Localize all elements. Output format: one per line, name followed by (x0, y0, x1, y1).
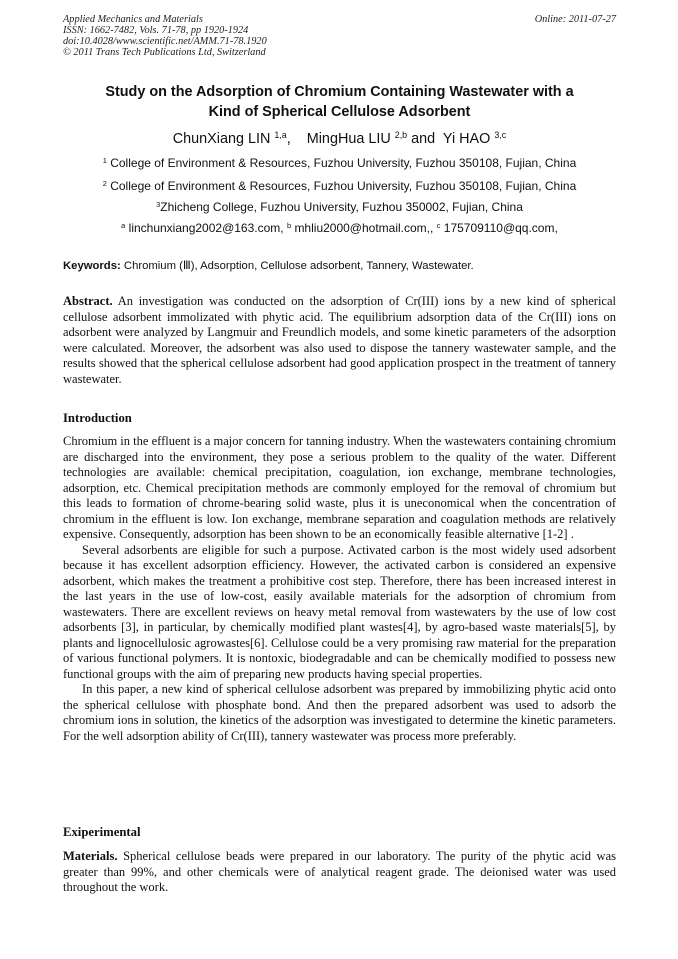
introduction-heading: Introduction (63, 411, 132, 425)
journal-name: Applied Mechanics and Materials (63, 14, 203, 25)
affiliation-1 (63, 156, 616, 171)
intro-paragraph-3: In this paper, a new kind of spherical cellulose adsorbent was prepared by immobilizing phytic acid onto the spherical cellulose with phosphate bond. And then the prepared adsorbent was used to adsorb the chromium ions in solution, the kinetics of the adsorption was investigated to determine the kinetic parameters. For the well adsorption ability of Cr(III), tannery wastewater was process more preferably. (63, 682, 616, 743)
title-line-1: Study on the Adsorption of Chromium Containing Wastewater with a (105, 84, 574, 100)
introduction-body (63, 434, 616, 744)
abstract (63, 294, 616, 387)
materials-label: Materials. (63, 849, 118, 863)
author-affiliation-marker: 3,c (494, 130, 507, 141)
email-marker: c (436, 220, 441, 230)
author-affiliation-marker: 2,b (394, 130, 408, 141)
affiliation-text: College of Environment & Resources, Fuzhou University, Fuzhou 350108, Fujian, China (110, 179, 577, 193)
author-separator: , (286, 131, 291, 147)
email-line (63, 221, 616, 236)
affiliation-text: Zhicheng College, Fuzhou University, Fuzhou 350002, Fujian, China (160, 200, 523, 214)
issn-line: ISSN: 1662-7482, Vols. 71-78, pp 1920-1924 (63, 25, 249, 36)
doi-line: doi:10.4028/www.scientific.net/AMM.71-78.1920 (63, 36, 267, 47)
paper-title (63, 82, 616, 122)
abstract-text: An investigation was conducted on the adsorption of Cr(III) ions by a new kind of spherical cellulose adsorbent immolizated with phytic acid. The equilibrium adsorption data of the Cr(III) ions on adsorbent were analyzed by Langmuir and Freundlich models, and some kinetic parameters of the adsorption were calculated. Moreover, the adsorbent was also used to dispose the tannery wastewater sample, and the results showed that the spherical cellulose adsorbent had good application prospect in the treatment of tannery wastewater. (63, 294, 617, 386)
affiliation-marker: 1 (102, 155, 107, 165)
affiliation-marker: 2 (102, 178, 107, 188)
materials-text: Spherical cellulose beads were prepared in our laboratory. The purity of the phytic acid was greater than 99%, and other chemicals were of analytical reagent grade. The deionised water was used throughout the work. (63, 849, 616, 894)
author-affiliation-marker: 1,a (274, 130, 287, 141)
copyright-line: © 2011 Trans Tech Publications Ltd, Switzerland (63, 47, 266, 58)
email-marker: a (121, 220, 126, 230)
author-conjunction: and (411, 131, 436, 147)
email-address[interactable]: linchunxiang2002@163.com, (128, 221, 284, 235)
keywords-text: Chromium (Ⅲ), Adsorption, Cellulose adsorbent, Tannery, Wastewater. (123, 260, 474, 272)
keywords (63, 259, 616, 273)
keywords-label: Keywords: (63, 260, 121, 272)
intro-paragraph-1: Chromium in the effluent is a major concern for tanning industry. When the wastewaters containing chromium are discharged into the environment, they pose a serious problem to the quality of the water. Different technologies are available: chemical precipitation, coagulation, ion exchange, membrane technologies, adsorption, etc. Chemical precipitation methods are commonly employed for the removal of chromium but this leads to formation of chrome-bearing solid waste, plus it is uneconomical when the concentration of chromium in the effluent is low. Ion exchange, membrane separation and coagulation methods are relatively expensive. Consequently, adsorption has been shown to be an economically feasible alternative [1-2] . (63, 434, 616, 541)
experimental-heading: Exiperimental (63, 825, 141, 839)
author-name: Yi HAO (442, 131, 491, 147)
author-name: MingHua LIU (306, 131, 391, 147)
author-list (63, 130, 616, 148)
affiliation-2 (63, 179, 616, 194)
author-name: ChunXiang LIN (172, 131, 271, 147)
online-date: Online: 2011-07-27 (534, 14, 616, 25)
affiliation-3 (63, 200, 616, 215)
title-line-2: Kind of Spherical Cellulose Adsorbent (208, 104, 471, 120)
email-marker: b (286, 220, 292, 230)
affiliation-marker: 3 (156, 199, 161, 209)
intro-paragraph-2: Several adsorbents are eligible for such a purpose. Activated carbon is the most widely used adsorbent because it has excellent adsorption efficiency. However, the activated carbon is considered an expensive adsorbent, which makes the treatment a prohibitive cost step. Therefore, there has been increased interest in the last years in the use of low-cost, easily available materials for the adsorption of chromium from wastewaters. There are excellent reviews on heavy metal removal from wastewaters by the use of low cost adsorbents [3], in particular, by chemically modified plant wastes[4], by agro-based waste materials[5], by plants and lignocellulosic agrowastes[6]. Cellulose could be a very promising raw material for the preparation of various functional polymers. It is nontoxic, biodegradable and can be chemically modified to possess new functional groups with the aim of preparing new products having special properties. (63, 542, 616, 681)
abstract-label: Abstract. (63, 294, 113, 308)
affiliation-text: College of Environment & Resources, Fuzhou University, Fuzhou 350108, Fujian, China (110, 156, 577, 170)
email-address[interactable]: mhliu2000@hotmail.com,, (294, 221, 434, 235)
journal-metadata (63, 14, 616, 58)
email-address[interactable]: 175709110@qq.com, (443, 221, 558, 235)
materials-section (63, 849, 616, 896)
